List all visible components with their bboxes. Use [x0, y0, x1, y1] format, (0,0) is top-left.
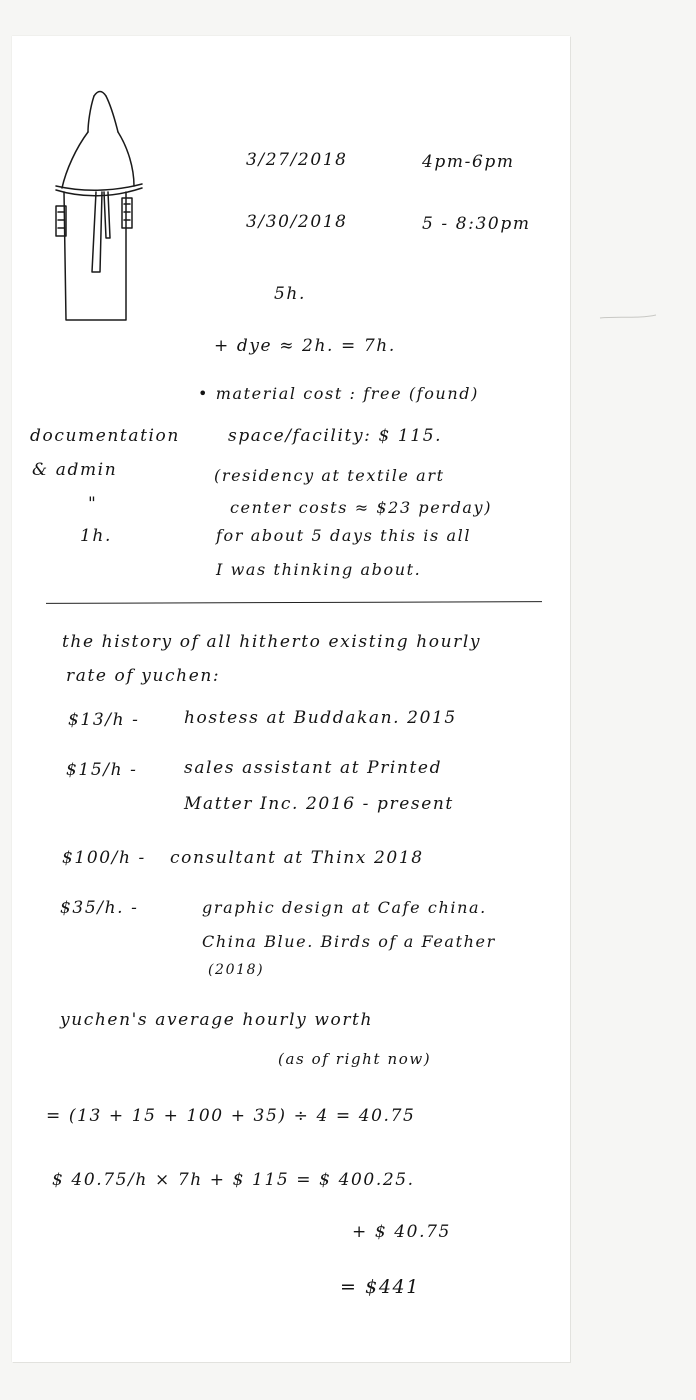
job-rate: $15/h - [66, 760, 138, 780]
apron-sketch [52, 88, 152, 328]
job-description: hostess at Buddakan. 2015 [184, 708, 457, 728]
history-heading-line-1: the history of all hitherto existing hourly [62, 632, 482, 652]
job-description: China Blue. Birds of a Feather [202, 932, 496, 951]
time-entry-2: 5 - 8:30pm [422, 214, 531, 234]
admin-label: & admin [32, 460, 118, 480]
job-description: graphic design at Cafe china. [202, 898, 487, 917]
hours-subtotal: 5h. [274, 284, 306, 304]
job-rate: $100/h - [62, 848, 146, 868]
space-facility-cost: space/facility: $ 115. [228, 426, 443, 446]
plus-line: + $ 40.75 [352, 1222, 451, 1242]
date-entry-1: 3/27/2018 [246, 150, 348, 170]
date-entry-2: 3/30/2018 [246, 212, 348, 232]
job-rate: $13/h - [68, 710, 140, 730]
material-cost-line: • material cost : free (found) [198, 384, 479, 403]
residency-line: (residency at textile art [214, 466, 445, 485]
documentation-label: documentation [30, 426, 180, 446]
history-heading-line-2: rate of yuchen: [66, 666, 221, 686]
job-description: (2018) [208, 962, 265, 978]
thinking-line: I was thinking about. [216, 560, 422, 579]
average-formula: = (13 + 15 + 100 + 35) ÷ 4 = 40.75 [46, 1106, 416, 1126]
job-description: Matter Inc. 2016 - present [184, 794, 454, 814]
center-costs-line: center costs ≈ $23 perday) [230, 498, 493, 517]
final-total: = $441 [340, 1276, 420, 1298]
job-description: sales assistant at Printed [184, 758, 443, 778]
paper-sheet [12, 36, 570, 1362]
about-line: for about 5 days this is all [216, 526, 472, 545]
total-formula: $ 40.75/h × 7h + $ 115 = $ 400.25. [52, 1170, 415, 1190]
dye-time-line: + dye ≈ 2h. = 7h. [214, 336, 396, 356]
average-heading: yuchen's average hourly worth [60, 1010, 374, 1030]
admin-hours: 1h. [80, 526, 112, 546]
average-note: (as of right now) [278, 1050, 432, 1068]
job-description: consultant at Thinx 2018 [170, 848, 424, 868]
section-divider [46, 601, 542, 604]
edge-mark [598, 312, 658, 322]
time-entry-1: 4pm-6pm [422, 152, 515, 172]
ditto-mark: " [88, 494, 98, 514]
job-rate: $35/h. - [60, 898, 139, 918]
